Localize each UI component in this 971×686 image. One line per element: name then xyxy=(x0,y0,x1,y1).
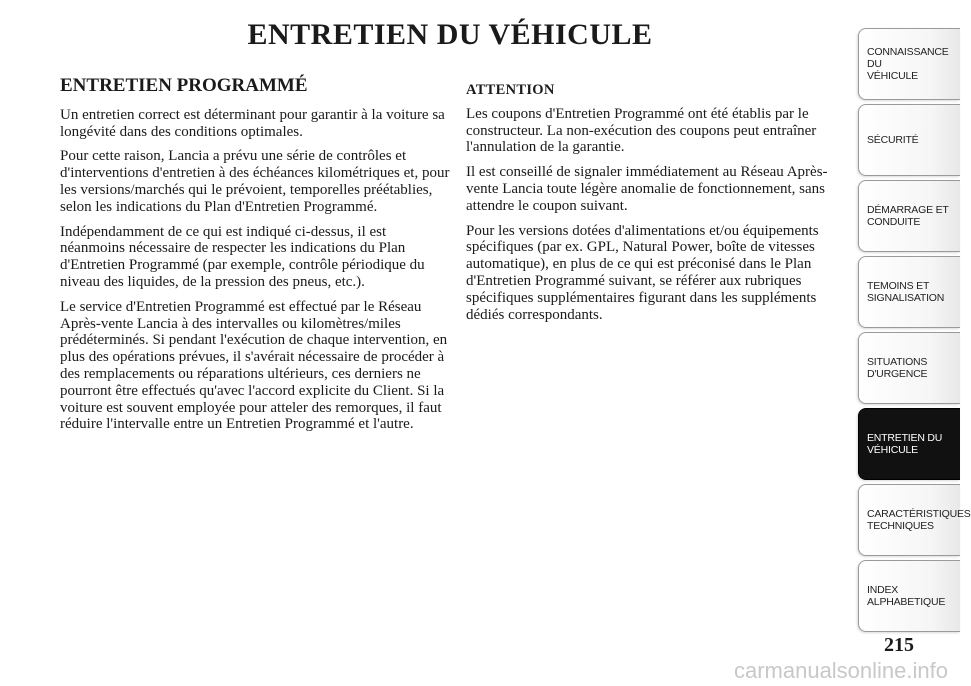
page-title: ENTRETIEN DU VÉHICULE xyxy=(247,18,653,51)
tab-label: INDEX ALPHABETIQUE xyxy=(867,584,946,608)
paragraph: Pour cette raison, Lancia a prévu une série de contrôles et d'interventions d'entretien à des échéances kilométriques et, pour les versions/marchés qui le prévoient, temporelles préétablies, selon les indications du Plan d'Entretien Programmé. xyxy=(60,148,450,215)
paragraph: Un entretien correct est déterminant pour garantir à la voiture sa longévité dans des conditions optimales. xyxy=(60,106,445,140)
left-column xyxy=(60,75,450,441)
section-heading: ENTRETIEN PROGRAMMÉ xyxy=(60,75,308,96)
tab-situations-d-urgence[interactable] xyxy=(858,332,960,404)
tab-index-alphabetique[interactable] xyxy=(858,560,960,632)
tab-label: DÉMARRAGE ET CONDUITE xyxy=(867,204,949,228)
tab-temoins-et-signalisation[interactable] xyxy=(858,256,960,328)
tab-label: SITUATIONS D'URGENCE xyxy=(867,356,928,380)
tab-securite[interactable] xyxy=(858,104,960,176)
tab-label: SÉCURITÉ xyxy=(867,134,919,146)
page-number: 215 xyxy=(884,634,914,656)
paragraph: Il est conseillé de signaler immédiatement au Réseau Après-vente Lancia toute légère anomalie de fonctionnement, sans attendre le coupon suivant. xyxy=(466,164,828,214)
tab-demarrage-et-conduite[interactable] xyxy=(858,180,960,252)
paragraph: Le service d'Entretien Programmé est effectué par le Réseau Après-vente Lancia à des intervalles ou kilomètres/miles prédéterminés. Si pendant l'exécution de chaque intervention, en plus des opérations prévues, il s'avérait nécessaire de procéder à des remplacements ou réparations ultérieurs, ces derniers ne pourront être effectués qu'avec l'accord explicite du Client. Si la voiture est souvent employée pour atteler des remorques, il faut réduire l'intervalle entre un Entretien Programmé et l'autre. xyxy=(60,298,448,433)
chapter-tabs xyxy=(858,28,971,636)
paragraph: Indépendamment de ce qui est indiqué ci-dessus, il est néanmoins nécessaire de respecter les indications du Plan d'Entretien Programmé (par exemple, contrôle périodique du niveau des liquides, de la pression des pneus, etc.). xyxy=(60,223,425,290)
watermark: carmanualsonline.info xyxy=(733,658,948,683)
right-column xyxy=(466,82,846,331)
tab-entretien-du-vehicule[interactable] xyxy=(858,408,960,480)
tab-connaissance-du-vehicule[interactable] xyxy=(858,28,960,100)
tab-caracteristiques-techniques[interactable] xyxy=(858,484,971,556)
tab-label: CONNAISSANCE DU VÉHICULE xyxy=(867,46,949,82)
paragraph: Les coupons d'Entretien Programmé ont été établis par le constructeur. La non-exécution des coupons peut entraîner l'annulation de la garantie. xyxy=(466,105,817,156)
tab-label: ENTRETIEN DU VÉHICULE xyxy=(867,432,943,456)
tab-label: CARACTÉRISTIQUES TECHNIQUES xyxy=(867,508,971,532)
tab-label: TEMOINS ET SIGNALISATION xyxy=(867,280,945,304)
attention-label: ATTENTION xyxy=(466,82,555,98)
paragraph: Pour les versions dotées d'alimentations et/ou équipements spécifiques (par ex. GPL, Natural Power, boîte de vitesses automatique), en plus de ce qui est préconisé dans le Plan d'Entretien Programmé suivant, se référer aux rubriques spécifiques supplémentaires figurant dans les suppléments dédiés correspondants. xyxy=(466,222,819,323)
